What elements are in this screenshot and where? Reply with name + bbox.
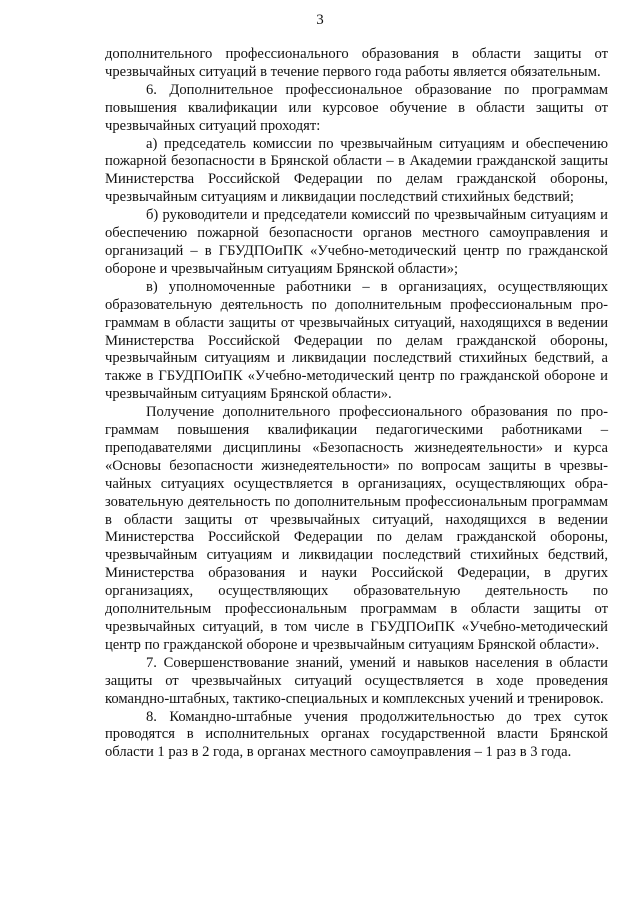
paragraph-subitem-v: в) уполномоченные работники – в организациях, осуществляющих образовательную деятельность по дополнительным профессиональным программам в области защиты от чрезвычайных ситуаций, находящихся в ведении Министерства Российской Федерации по делам гражданской обороны, чрезвычайным ситуациям и ликвидации последствий стихийных бедствий, а также в ГБУДПОиПК «Учебно-методический центр по гражданской обороне и чрезвычайным ситуациям Брянской области». xyxy=(105,278,608,403)
paragraph-continuation: дополнительного профессионального образования в области защиты от чрезвычайных ситуаций в течение первого года работы является обязательным. xyxy=(105,46,608,80)
paragraph-subitem-a: а) председатель комиссии по чрезвычайным ситуациям и обеспечению пожарной безопасности в Брянской области – в Академии гражданской защиты Министерства Российской Федерации по делам гражданской обороны, чрезвычайным ситуациям и ликвидации последствий стихийных бедствий; xyxy=(105,135,608,206)
paragraph-item-7: 7. Совершенствование знаний, умений и навыков населения в области защиты от чрезвычайных ситуаций осуществляется в ходе проведения командно-штабных, тактико-специальных и комплексных учений и тренировок. xyxy=(105,654,608,707)
page-number: 3 xyxy=(316,12,324,28)
paragraph-teachers-training: Получение дополнительного профессионального образования по программам повышения квалификации педагогическими работниками – преподавателями дисциплины «Безопасность жизнедеятельности» и курса «Основы безопасности жизнедеятельности» по вопросам защиты в чрезвычайных ситуациях осуществляется в организациях, осуществляющих образовательную деятельность по дополнительным профессиональным программам в области защиты от чрезвычайных ситуаций, находящихся в ведении Министерства Российской Федерации по делам гражданской обороны, чрезвычайным ситуациям и ликвидации последствий стихийных бедствий, Министерства образования и науки Российской Федерации, в других организациях, осуществляющих образовательную деятельность по дополнительным профессиональным программам в области защиты от чрезвычайных ситуаций, в том числе в ГБУДПОиПК «Учебно-методический центр по гражданской обороне и чрезвычайным ситуациям Брянской области». xyxy=(105,404,608,653)
document-body xyxy=(105,46,608,762)
paragraph-item-8: 8. Командно-штабные учения продолжительностью до трех суток проводятся в исполнительных органах государственной власти Брянской области 1 раз в 2 года, в органах местного самоуправления – 1 раз в 3 года. xyxy=(105,708,608,761)
paragraph-item-6: 6. Дополнительное профессиональное образование по программам повышения квалификации или курсовое обучение в области защиты от чрезвычайных ситуаций проходят: xyxy=(105,81,608,134)
paragraph-subitem-b: б) руководители и председатели комиссий по чрезвычайным ситуациям и обеспечению пожарной безопасности органов местного самоуправления и организаций – в ГБУДПОиПК «Учебно-методический центр по гражданской обороне и чрезвычайным ситуациям Брянской области»; xyxy=(105,207,608,277)
